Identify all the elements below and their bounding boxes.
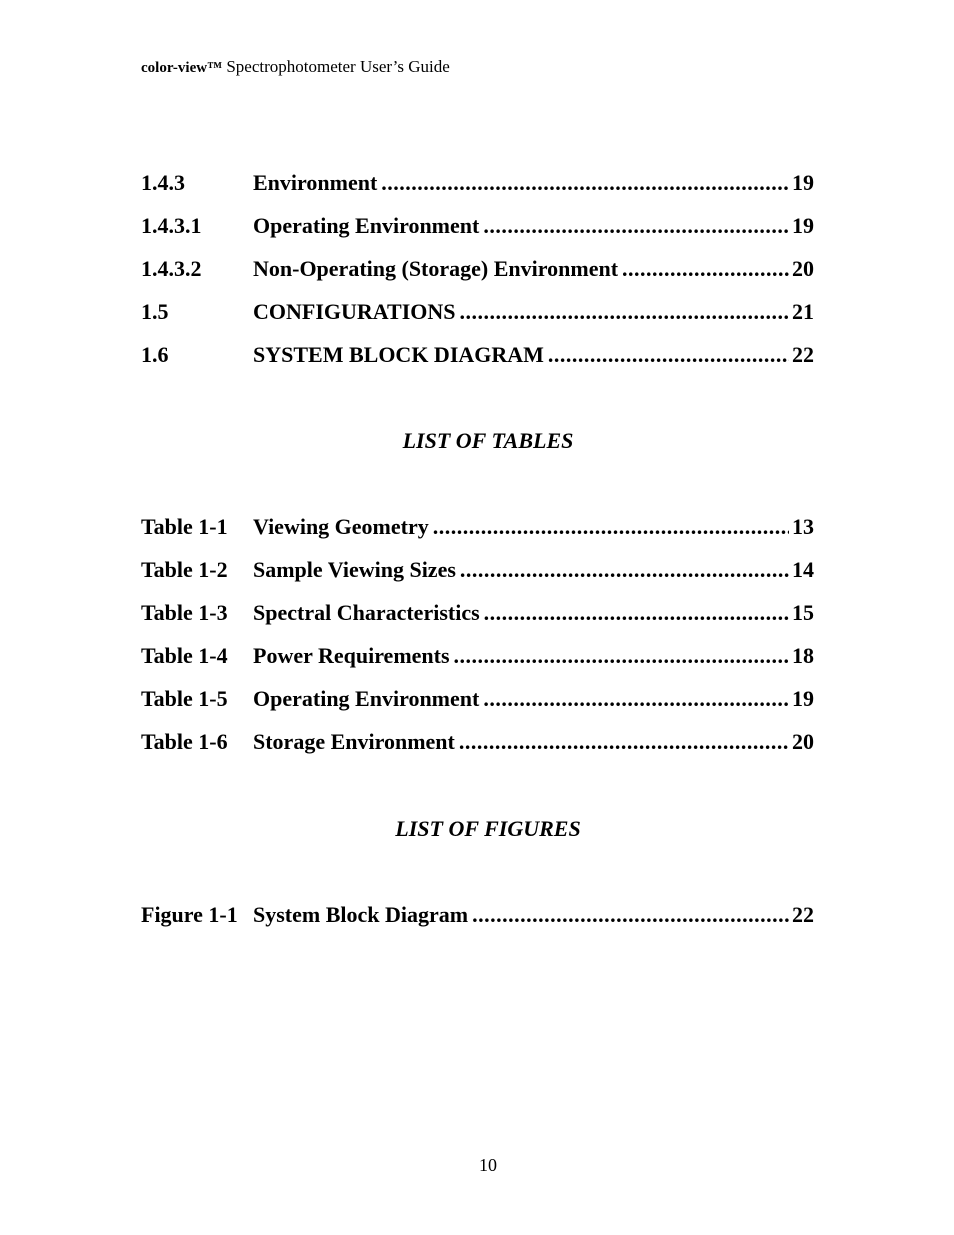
header-subtitle: Spectrophotometer User’s Guide [222, 57, 450, 76]
toc-entry-page: 19 [792, 213, 814, 238]
list-of-figures [141, 902, 814, 945]
dot-leader [483, 213, 789, 239]
table-entry-page: 20 [792, 729, 814, 754]
list-of-tables-heading: LIST OF TABLES [402, 428, 574, 453]
table-entry-title: Storage Environment [253, 729, 455, 754]
figure-entry-number: Figure 1-1 [141, 902, 238, 927]
dot-leader [454, 643, 789, 669]
table-entry-title: Spectral Characteristics [253, 600, 480, 625]
table-entry-number: Table 1-3 [141, 600, 228, 625]
dot-leader [484, 600, 789, 626]
header-brand: color-view™ [141, 60, 223, 76]
toc-entry-page: 21 [792, 299, 814, 324]
toc-entry-page: 20 [792, 256, 814, 281]
table-entry-page: 14 [792, 557, 814, 582]
toc-entry-title: SYSTEM BLOCK DIAGRAM [253, 342, 544, 367]
dot-leader [459, 729, 789, 755]
table-entry[interactable] [141, 600, 814, 643]
dot-leader [381, 170, 789, 196]
toc-entry-title: Operating Environment [253, 213, 480, 238]
toc-entry[interactable] [141, 342, 814, 385]
table-entry-page: 13 [792, 514, 814, 539]
table-entry[interactable] [141, 643, 814, 686]
toc-entry[interactable] [141, 170, 814, 213]
table-entry-page: 15 [792, 600, 814, 625]
running-header [141, 57, 450, 78]
table-entry-page: 18 [792, 643, 814, 668]
table-entry-number: Table 1-5 [141, 686, 228, 711]
dot-leader [622, 256, 789, 282]
table-entry[interactable] [141, 729, 814, 772]
toc-entry-title: Environment [253, 170, 378, 195]
page-number: 10 [479, 1155, 497, 1175]
table-entry[interactable] [141, 514, 814, 557]
dot-leader [548, 342, 789, 368]
toc-entry-title: Non-Operating (Storage) Environment [253, 256, 619, 281]
toc-entry-number: 1.4.3.2 [141, 256, 202, 281]
toc-entry[interactable] [141, 299, 814, 342]
table-entry-number: Table 1-2 [141, 557, 228, 582]
list-of-figures-heading: LIST OF FIGURES [395, 816, 581, 841]
toc-entry-number: 1.4.3.1 [141, 213, 202, 238]
figure-entry-title: System Block Diagram [253, 902, 469, 927]
table-entry-title: Viewing Geometry [253, 514, 429, 539]
contents-list [141, 170, 814, 385]
toc-entry-number: 1.5 [141, 299, 169, 324]
dot-leader [472, 902, 789, 928]
toc-entry[interactable] [141, 213, 814, 256]
list-of-tables [141, 514, 814, 772]
table-entry-page: 19 [792, 686, 814, 711]
toc-entry-number: 1.4.3 [141, 170, 185, 195]
table-entry-number: Table 1-1 [141, 514, 228, 539]
table-entry-number: Table 1-4 [141, 643, 228, 668]
figure-entry-page: 22 [792, 902, 814, 927]
toc-entry-number: 1.6 [141, 342, 169, 367]
figure-entry[interactable] [141, 902, 814, 945]
toc-entry-page: 22 [792, 342, 814, 367]
toc-entry-page: 19 [792, 170, 814, 195]
table-entry[interactable] [141, 557, 814, 600]
toc-entry[interactable] [141, 256, 814, 299]
dot-leader [460, 299, 789, 325]
dot-leader [483, 686, 789, 712]
toc-entry-title: CONFIGURATIONS [253, 299, 456, 324]
dot-leader [433, 514, 789, 540]
dot-leader [460, 557, 789, 583]
table-entry-title: Power Requirements [253, 643, 450, 668]
table-entry-title: Sample Viewing Sizes [253, 557, 456, 582]
table-entry[interactable] [141, 686, 814, 729]
table-entry-number: Table 1-6 [141, 729, 228, 754]
table-entry-title: Operating Environment [253, 686, 480, 711]
